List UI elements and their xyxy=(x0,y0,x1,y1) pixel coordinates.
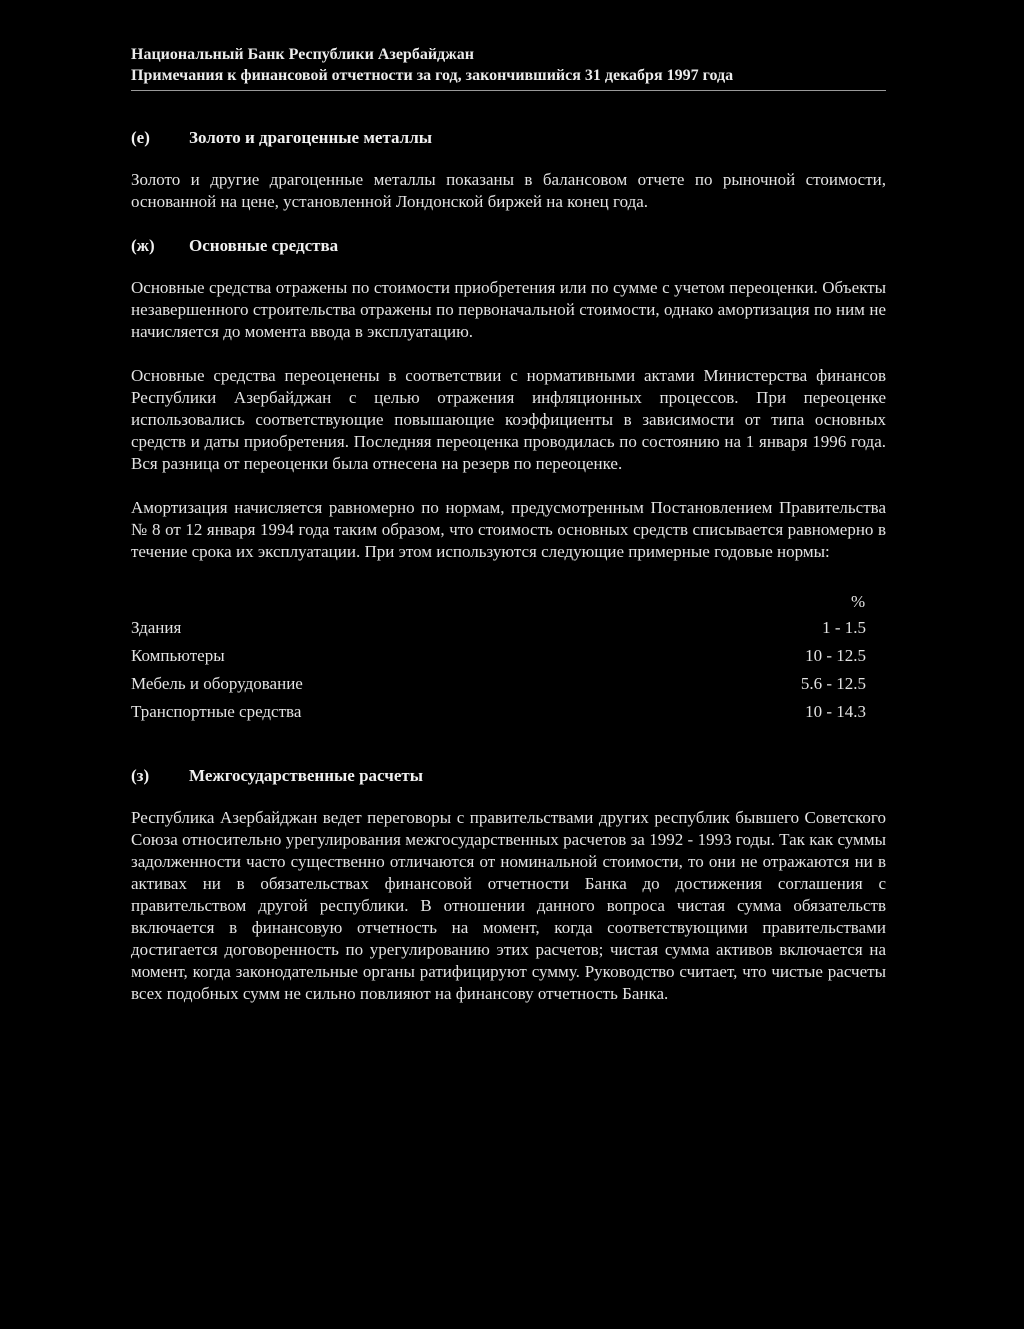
rates-unit-header: % xyxy=(851,592,866,611)
document-page xyxy=(131,44,886,1005)
section-fixed-assets-title: Основные средства xyxy=(189,236,339,255)
rate-value: 10 - 12.5 xyxy=(805,646,866,665)
section-interstate-letter: (з) xyxy=(131,766,150,785)
header-divider xyxy=(131,90,886,91)
section-gold-title: Золото и драгоценные металлы xyxy=(189,128,433,147)
page-header xyxy=(131,44,886,86)
section-fixed-assets-letter: (ж) xyxy=(131,236,155,255)
rate-value: 1 - 1.5 xyxy=(822,618,866,637)
section-fixed-assets-paragraph-3: Амортизация начисляется равномерно по нормам, предусмотренным Постановлением Правительства № 8 от 12 января 1994 года таким образом, что стоимость основных средств списывается равномерно в течение срока их эксплуатации. При этом используются следующие примерные годовые нормы: xyxy=(131,498,886,561)
rate-name: Транспортные средства xyxy=(131,702,302,721)
section-interstate-heading xyxy=(131,765,886,787)
rate-value: 5.6 - 12.5 xyxy=(800,674,866,693)
rate-name: Здания xyxy=(131,618,182,637)
section-gold-letter: (е) xyxy=(131,128,150,147)
rate-value: 10 - 14.3 xyxy=(805,702,866,721)
section-fixed-assets-paragraph-2: Основные средства переоценены в соответствии с нормативными актами Министерства финансов Республики Азербайджан с целью отражения инфляционных процессов. При переоценке использовались соответствующие повышающие коэффициенты в зависимости от типа основных средств и даты приобретения. Последняя переоценка проводилась по состоянию на 1 января 1996 года. Вся разница от переоценки была отнесена на резерв по переоценке. xyxy=(131,366,886,473)
depreciation-rates-table xyxy=(131,591,886,731)
rate-row xyxy=(131,701,866,729)
section-fixed-assets-heading xyxy=(131,235,886,257)
rate-row xyxy=(131,617,866,645)
header-report-title: Примечания к финансовой отчетности за год, закончившийся 31 декабря 1997 года xyxy=(131,67,734,84)
rate-row xyxy=(131,645,866,673)
rate-row xyxy=(131,673,866,701)
section-gold-paragraph: Золото и другие драгоценные металлы показаны в балансовом отчете по рыночной стоимости, основанной на цене, установленной Лондонской биржей на конец года. xyxy=(131,170,886,211)
rate-name: Компьютеры xyxy=(131,646,225,665)
section-gold-heading xyxy=(131,127,886,149)
rate-name: Мебель и оборудование xyxy=(131,674,303,693)
header-bank-name: Национальный Банк Республики Азербайджан xyxy=(131,46,474,63)
section-interstate-paragraph: Республика Азербайджан ведет переговоры с правительствами других республик бывшего Советского Союза относительно урегулирования межгосударственных расчетов за 1992 - 1993 годы. Так как суммы задолженности часто существенно отличаются от номинальной стоимости, то они не отражаются ни в активах ни в обязательствах финансовой отчетности Банка до достижения соглашения с правительством другой республики. В отношении данного вопроса чистая сумма обязательств включается в финансовую отчетность на момент, когда соответствующими правительствами достигается договоренность по урегулированию этих расчетов; чистая сумма активов включается на момент, когда законодательные органы ратифицируют сумму. Руководство считает, что чистые расчеты всех подобных сумм не сильно повлияют на финансову отчетность Банка. xyxy=(131,808,886,1003)
section-interstate-title: Межгосударственные расчеты xyxy=(189,766,423,785)
section-fixed-assets-paragraph-1: Основные средства отражены по стоимости приобретения или по сумме с учетом переоценки. Объекты незавершенного строительства отражены по первоначальной стоимости, однако амортизация по ним не начисляется до момента ввода в эксплуатацию. xyxy=(131,278,886,341)
